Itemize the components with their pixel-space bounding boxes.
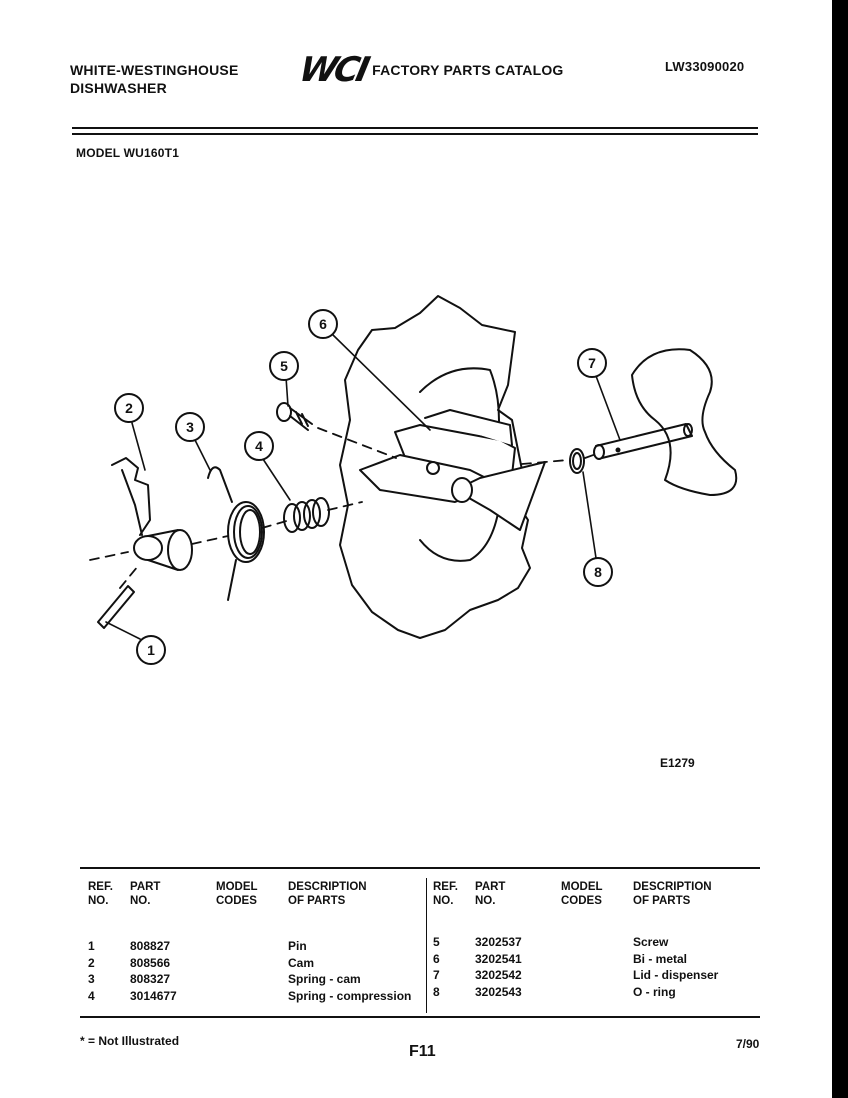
callout-label-7: 7 (588, 355, 596, 371)
part-cell: 808827 (130, 939, 171, 953)
page-number: F11 (409, 1043, 436, 1060)
code-cell (561, 934, 633, 951)
ref-cell: 4 (88, 988, 95, 1003)
table-row (88, 955, 428, 972)
callout-label-6: 6 (319, 316, 327, 332)
ref-cell: 1 (88, 939, 95, 953)
part-cell: 3202537 (475, 935, 522, 949)
callout-label-3: 3 (186, 419, 194, 435)
code-cell (216, 955, 288, 972)
table-row (88, 988, 428, 1005)
brand-name: WHITE-WESTINGHOUSE (70, 62, 239, 78)
ref-cell: 7 (433, 968, 440, 982)
code-cell (216, 988, 288, 1005)
code-cell (561, 984, 633, 1001)
ref-cell: 2 (88, 955, 95, 970)
ref-cell: 6 (433, 951, 440, 966)
cam-spring-part (208, 467, 264, 600)
desc-cell: Cam (288, 955, 315, 970)
bi-metal-part (360, 410, 545, 530)
col-code-header: MODEL CODES (216, 881, 258, 907)
lid-dispenser-part (594, 349, 736, 495)
ref-cell: 3 (88, 972, 95, 986)
col-ref-header: REF. NO. (433, 881, 458, 907)
catalog-title: FACTORY PARTS CATALOG (372, 62, 564, 78)
col-code-header: MODEL CODES (561, 881, 603, 907)
screw-part (277, 403, 312, 430)
desc-cell: Screw (633, 935, 669, 949)
callout-label-8: 8 (594, 564, 602, 580)
desc-cell: Spring - compression (288, 988, 412, 1003)
parts-table-right (433, 880, 773, 1000)
table-row (88, 938, 428, 955)
code-cell (216, 938, 288, 955)
revision-date: 7/90 (736, 1037, 760, 1051)
model-number: MODEL WU160T1 (76, 146, 180, 160)
table-row (433, 967, 773, 984)
col-part-header: PART NO. (130, 881, 161, 907)
callout-label-4: 4 (255, 438, 263, 454)
not-illustrated-note: * = Not Illustrated (80, 1034, 180, 1048)
wci-logo: WCI (295, 50, 371, 90)
ref-cell: 8 (433, 984, 440, 999)
figure-id: E1279 (660, 756, 695, 770)
callout-label-2: 2 (125, 400, 133, 416)
desc-cell: Lid - dispenser (633, 968, 719, 982)
code-cell (561, 951, 633, 968)
col-desc-header: DESCRIPTION OF PARTS (633, 881, 712, 907)
table-row (88, 971, 428, 988)
code-cell (561, 967, 633, 984)
desc-cell: Bi - metal (633, 951, 688, 966)
table-rule-top (80, 867, 760, 869)
col-ref-header: REF. NO. (88, 881, 113, 907)
callout-label-5: 5 (280, 358, 288, 374)
part-cell: 3202541 (475, 951, 522, 966)
desc-cell: Spring - cam (288, 972, 361, 986)
table-row (433, 934, 773, 951)
table-row (433, 951, 773, 968)
part-cell: 808327 (130, 972, 171, 986)
parts-table-left (88, 880, 428, 1004)
col-part-header: PART NO. (475, 881, 506, 907)
part-cell: 808566 (130, 955, 171, 970)
compression-spring-part (284, 498, 329, 532)
document-id: LW33090020 (665, 59, 745, 74)
table-header-row (433, 880, 773, 908)
ref-cell: 5 (433, 935, 440, 949)
table-row (433, 984, 773, 1001)
table-header-row (88, 880, 428, 908)
col-desc-header: DESCRIPTION OF PARTS (288, 881, 367, 907)
code-cell (216, 971, 288, 988)
table-rule-bottom (80, 1016, 760, 1018)
callout-label-1: 1 (147, 642, 155, 658)
part-cell: 3202543 (475, 984, 522, 999)
pin-part (98, 586, 134, 628)
desc-cell: Pin (288, 939, 307, 953)
part-cell: 3202542 (475, 968, 522, 982)
part-cell: 3014677 (130, 988, 177, 1003)
leader-lines (106, 334, 620, 639)
appliance-type: DISHWASHER (70, 80, 167, 96)
desc-cell: O - ring (633, 984, 676, 999)
